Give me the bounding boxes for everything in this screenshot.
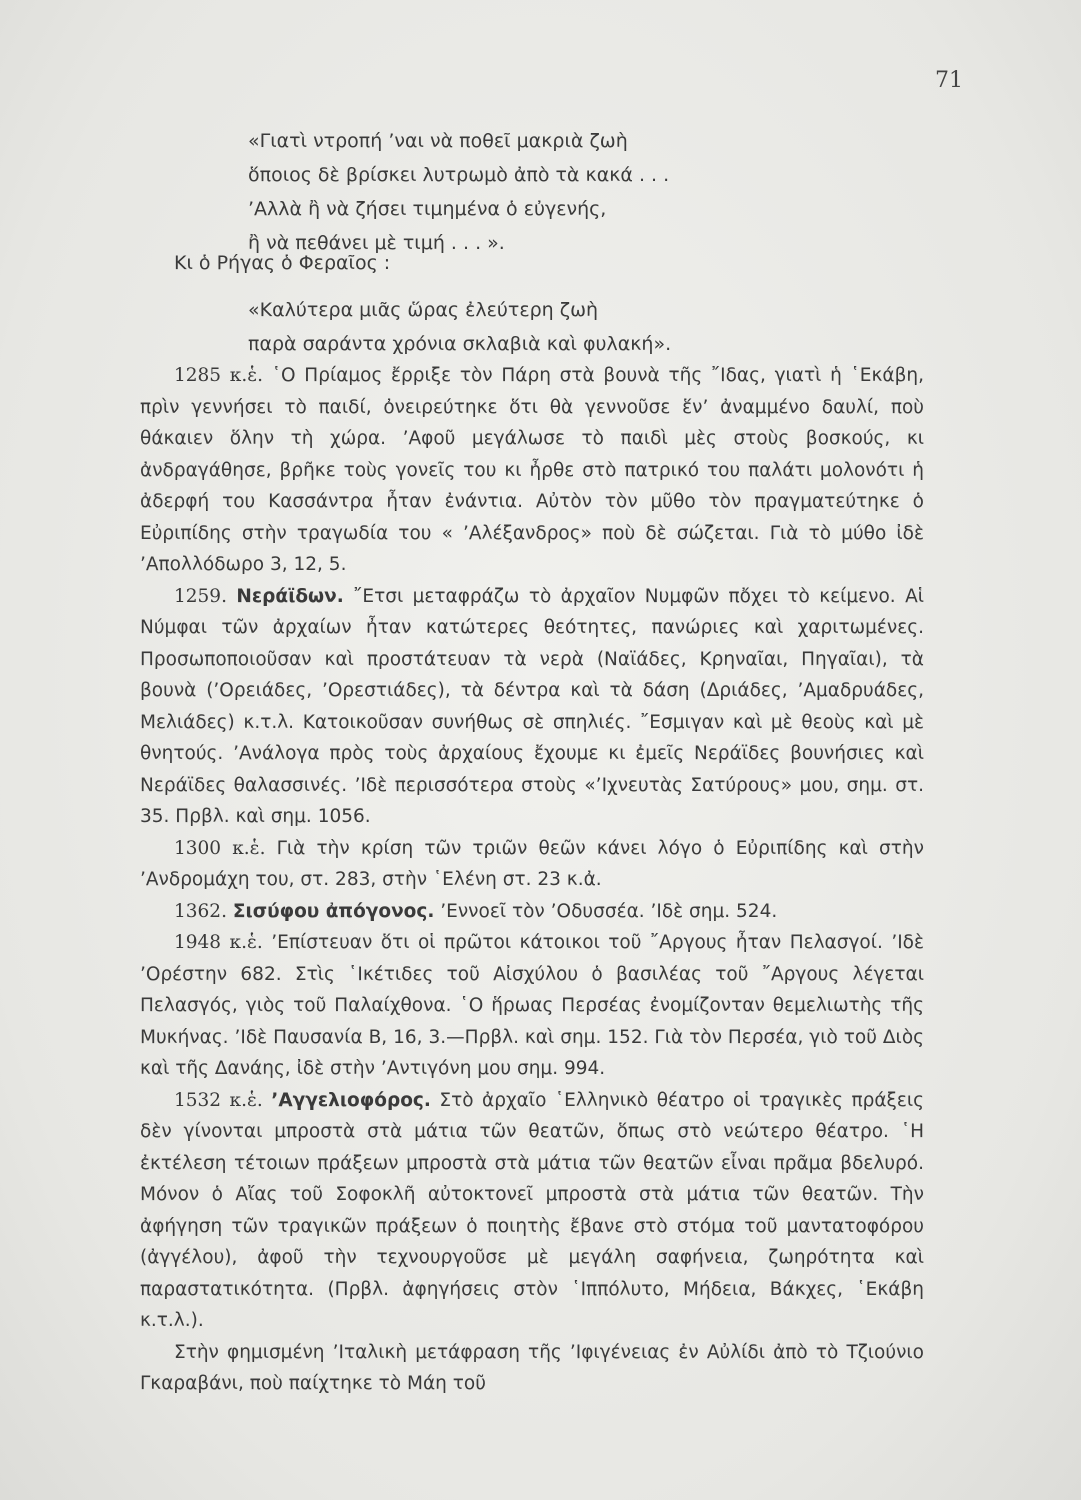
note-text: ῾Ο Πρίαμος ἔρριξε τὸν Πάρη στὰ βουνὰ τῆς ῎Ιδας, γιατὶ ἡ ῾Εκάβη, πρὶν γεννήσει τὸ παιδί, ὀνειρεύτηκε ὅτι θὰ γεννοῦσε ἕν’ ἀναμμένο δαυλί, ποὺ θάκαιεν ὅλην τὴ χώρα. ’Αφοῦ μεγάλωσε τὸ παιδὶ μὲς στοὺς βοσκούς, κι ἀνδραγάθησε, βρῆκε τοὺς γονεῖς του κι ἦρθε στὸ πατρικό του παλάτι μολονότι ἡ ἀδερφή του Κασσάντρα ἦταν ἐνάντια. Αὐτὸν τὸν μῦθο τὸν πραγματεύτηκε ὁ Εὐριπίδης στὴν τραγωδία του « ’Αλέξανδρος» ποὺ δὲ σώζεται. Γιὰ τὸ μύθο ἰδὲ ’Απολλόδωρο 3, 12, 5. (140, 365, 924, 575)
note-ref: 1300 κ.ἑ. (174, 837, 266, 859)
note-term: Νεράϊδων. (236, 585, 344, 607)
note-ref: 1285 κ.ἑ. (174, 365, 264, 386)
note-text: ’Εννοεῖ τὸν ’Οδυσσέα. ’Ιδὲ σημ. 524. (440, 900, 778, 922)
note-text: ῎Ετσι μεταφράζω τὸ ἀρχαῖον Νυμφῶν πὄχει τὸ κείμενο. Αἱ Νύμφαι τῶν ἀρχαίων ἦταν κατώτερες θεότητες, πανώριες καὶ χαριτωμένες. Προσωποποιοῦσαν καὶ προστάτευαν τὰ νερὰ (Ναϊάδες, Κρηναῖαι, Πηγαῖαι), τὰ βουνὰ (’Ορειάδες, ’Ορεστιάδες), τὰ δέντρα καὶ τὰ δάση (Δριάδες, ’Αμαδρυάδες, Μελιάδες) κ.τ.λ. Κατοικοῦσαν συνήθως σὲ σπηλιές. ῎Εσμιγαν καὶ μὲ θεοὺς καὶ μὲ θνητούς. ’Ανάλογα πρὸς τοὺς ἀρχαίους ἔχουμε κι ἐμεῖς Νεράϊδες βουνήσιες καὶ Νεράϊδες θαλασσινές. ’Ιδὲ περισσότερα στοὺς «’Ιχνευτὰς Σατύρους» μου, σημ. στ. 35. Πρβλ. καὶ σημ. 1056. (140, 585, 924, 827)
note-1285 (140, 360, 924, 581)
note-text: ’Επίστευαν ὅτι οἱ πρῶτοι κάτοικοι τοῦ ῎Αργους ἦταν Πελασγοί. ’Ιδὲ ’Ορέστην 682. Στὶς ῾Ικέτιδες τοῦ Αἰσχύλου ὁ βασιλέας τοῦ ῎Αργους λέγεται Πελασγός, γιὸς τοῦ Παλαίχθονα. ῾Ο ἥρωας Περσέας ἐνομίζονταν θεμελιωτὴς τῆς Μυκήνας. ’Ιδὲ Παυσανία Β, 16, 3.—Πρβλ. καὶ σημ. 152. Γιὰ τὸν Περσέα, γιὸ τοῦ Διὸς καὶ τῆς Δανάης, ἰδὲ στὴν ’Αντιγόνη μου σημ. 994. (140, 932, 924, 1079)
note-1259 (140, 581, 924, 833)
verse-line: ἢ νὰ πεθάνει μὲ τιμή . . . ». (248, 232, 505, 254)
note-text: Γιὰ τὴν κρίση τῶν τριῶν θεῶν κάνει λόγο ὁ Εὐριπίδης καὶ στὴν ’Ανδρομάχη του, στ. 283, στὴν ῾Ελένη στ. 23 κ.ἀ. (140, 837, 924, 890)
verse-line: ’Αλλὰ ἢ νὰ ζήσει τιμημένα ὁ εὐγενής, (248, 198, 607, 220)
note-text: Στὸ ἀρχαῖο ῾Ελληνικὸ θέατρο οἱ τραγικὲς πράξεις δὲν γίνονται μπροστὰ στὰ μάτια τῶν θεατῶν, ὅπως στὸ νεώτερο θέατρο. ῾Η ἐκτέλεση τέτοιων πράξεων μπροστὰ στὰ μάτια τῶν θεατῶν εἶναι πρᾶμα βδελυρό. Μόνον ὁ Αἴας τοῦ Σοφοκλῆ αὐτοκτονεῖ μπροστὰ στὰ μάτια τῶν θεατῶν. Τὴν ἀφήγηση τῶν τραγικῶν πράξεων ὁ ποιητὴς ἔβανε στὸ στόμα τοῦ μαντατοφόρου (ἀγγέλου), ἀφοῦ τὴν τεχνουργοῦσε μὲ μεγάλη σαφήνεια, ζωηρότητα καὶ παραστατικότητα. (Πρβλ. ἀφηγήσεις στὸν ῾Ιππόλυτο, Μήδεια, Βάκχες, ῾Εκάβη κ.τ.λ.). (140, 1089, 924, 1331)
page-number: 71 (935, 68, 963, 93)
note-1300 (140, 833, 924, 896)
verse-quote-1 (248, 124, 669, 260)
note-ref: 1259. (174, 585, 227, 607)
note-term: Σισύφου ἀπόγονος. (232, 900, 435, 922)
note-1948 (140, 927, 924, 1085)
verse-line: ὅποιος δὲ βρίσκει λυτρωμὸ ἀπὸ τὰ κακά . . . (248, 164, 670, 186)
speaker-line: Κι ὁ Ρήγας ὁ Φεραῖος : (174, 252, 391, 274)
note-ref: 1532 κ.ἑ. (174, 1089, 263, 1111)
note-ref: 1948 κ.ἑ. (174, 932, 263, 953)
verse-quote-2 (248, 293, 671, 361)
note-1362 (140, 896, 924, 928)
verse-line: «Καλύτερα μιᾶς ὥρας ἐλεύτερη ζωὴ (248, 299, 599, 321)
notes-section (140, 360, 924, 1400)
note-text: Στὴν φημισμένη ’Ιταλικὴ μετάφραση τῆς ’Ιφιγένειας ἐν Αὐλίδι ἀπὸ τὸ Τζιούνιο Γκαραβάνι, ποὺ παίχτηκε τὸ Μάη τοῦ (140, 1341, 924, 1394)
note-term: ’Αγγελιοφόρος. (271, 1089, 431, 1111)
note-continuation (140, 1337, 924, 1400)
verse-line: παρὰ σαράντα χρόνια σκλαβιὰ καὶ φυλακή». (248, 333, 672, 355)
verse-line: «Γιατὶ ντροπή ’ναι νὰ ποθεῖ μακριὰ ζωὴ (248, 130, 628, 152)
note-1532 (140, 1085, 924, 1337)
note-ref: 1362. (174, 900, 227, 922)
